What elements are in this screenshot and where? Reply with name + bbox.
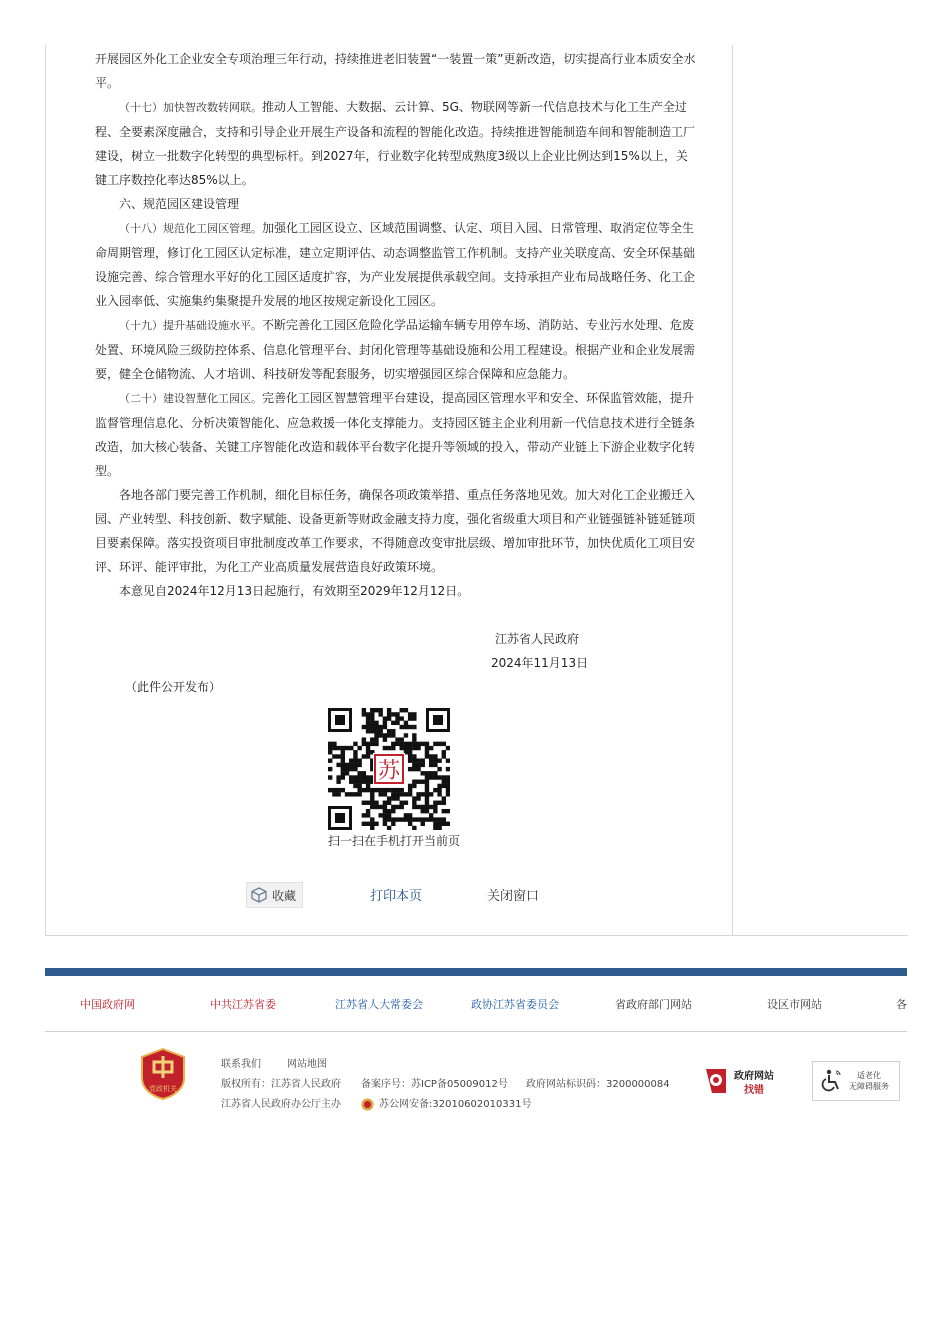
signature-org: 江苏省人民政府 (495, 632, 580, 646)
print-page-link[interactable]: 打印本页 (370, 889, 423, 904)
article-actions (0, 880, 950, 910)
article-paragraph: 本意见自2024年12月13日起施行，有效期至2029年12月12日。 (119, 584, 470, 598)
accessible-line1: 适老化 (857, 1071, 881, 1080)
footer-link-provincial-party[interactable]: 中共江苏省委 (210, 998, 276, 1011)
sitemap-link[interactable]: 网站地图 (287, 1059, 327, 1070)
sponsor-text: 江苏省人民政府办公厅主办 (221, 1099, 341, 1110)
police-badge-icon (361, 1098, 374, 1111)
publish-note: （此件公开发布） (125, 680, 222, 694)
footer-link-gov-cn[interactable]: 中国政府网 (80, 998, 135, 1011)
cube-icon (251, 887, 267, 903)
accessible-service-button[interactable] (812, 1061, 900, 1101)
qr-logo-icon: 苏 (377, 759, 401, 784)
article-paragraph (95, 95, 697, 192)
footer-top-bar (45, 968, 907, 976)
svg-text:党政机关: 党政机关 (149, 1085, 177, 1093)
sidebar-divider (732, 45, 733, 935)
article-paragraph: 开展园区外化工企业安全专项治理三年行动，持续推进老旧装置“一装置一策”更新改造，切实提高行业本质安全水平。 (95, 52, 696, 90)
footer-link-departments[interactable]: 省政府部门网站 (615, 998, 692, 1011)
site-id-text: 政府网站标识码：3200000084 (526, 1079, 670, 1090)
footer-link-cppcc[interactable]: 政协江苏省委员会 (471, 998, 559, 1011)
paragraph-lead: （十七）加快智改数转网联。 (119, 101, 262, 114)
police-record-link[interactable]: 苏公网安备:32010602010331号 (379, 1099, 532, 1110)
qr-code-block (328, 708, 468, 849)
qr-caption: 扫一扫在手机打开当前页 (328, 834, 461, 848)
signature-block (95, 627, 697, 675)
paragraph-lead: （十八）规范化工园区管理。 (119, 222, 262, 235)
contact-us-link[interactable]: 联系我们 (221, 1059, 261, 1070)
svg-text:政府网站: 政府网站 (734, 1071, 774, 1082)
section-heading: 六、规范园区建设管理 (119, 197, 240, 211)
qr-code-icon (328, 708, 450, 830)
favorite-button[interactable] (246, 882, 303, 908)
signature-date: 2024年11月13日 (491, 656, 589, 670)
paragraph-lead: （十九）提升基础设施水平。 (119, 319, 262, 332)
paragraph-lead: （二十）建设智慧化工园区。 (119, 392, 262, 405)
article-paragraph (95, 386, 697, 483)
close-window-link[interactable]: 关闭窗口 (487, 889, 540, 904)
footer-link-peoples-congress[interactable]: 江苏省人大常委会 (335, 998, 423, 1011)
paragraph-body: 推动人工智能、大数据、云计算、5G、物联网等新一代信息技术与化工生产全过程、全要素深度融合，支持和引导企业开展生产设备和流程的智能化改造。持续推进智能制造车间和智能制造工厂建设，树立一批数字化转型的典型标杆。到2027年，行业数字化转型成熟度3级以上企业比例达到15%以上，关键工序数控化率达85%以上。 (95, 100, 696, 187)
wheelchair-icon (821, 1069, 843, 1093)
paragraph-body: 不断完善化工园区危险化学品运输车辆专用停车场、消防站、专业污水处理、危废处置、环境风险三级防控体系、信息化管理平台、封闭化管理等基础设施和公用工程建设。根据产业和企业发展需要，健全仓储物流、人才培训、科技研发等配套服务，切实增强园区综合保障和应急能力。 (95, 318, 696, 381)
article-body (95, 47, 697, 699)
footer-links-row (45, 990, 907, 1018)
icp-link[interactable]: 备案序号：苏ICP备05009012号 (361, 1079, 508, 1090)
article-paragraph (95, 216, 697, 313)
magnifier-icon (704, 1063, 786, 1099)
accessible-line2: 无障碍服务 (849, 1082, 889, 1091)
gov-site-error-report[interactable] (704, 1063, 786, 1103)
paragraph-body: 完善化工园区智慧管理平台建设，提高园区管理水平和安全、环保监管效能，提升监督管理信息化、分析决策智能化、应急救援一体化支撑能力。支持园区链主企业利用新一代信息技术进行全链条改造，加大核心装备、关键工序智能化改造和载体平台数字化提升等领域的投入，带动产业链上下游企业数字化转型。 (95, 391, 696, 478)
svg-text:找错: 找错 (744, 1085, 764, 1096)
favorite-label: 收藏 (272, 888, 297, 903)
footer-link-more[interactable]: 各 (896, 998, 907, 1011)
paragraph-body: 加强化工园区设立、区域范围调整、认定、项目入园、日常管理、取消定位等全生命周期管理，修订化工园区认定标准，建立定期评估、动态调整监管工作机制。支持产业关联度高、安全环保基础设施完善、综合管理水平好的化工园区适度扩容，为产业发展提供承载空间。支持承担产业布局战略任务、化工企业入园率低、实施集约集聚提升发展的地区按规定新设化工园区。 (95, 221, 696, 308)
footer-divider (45, 1031, 907, 1032)
article-paragraph: 各地各部门要完善工作机制，细化目标任务，确保各项政策举措、重点任务落地见效。加大对化工企业搬迁入园、产业转型、科技创新、数字赋能、设备更新等财政金融支持力度，强化省级重大项目和产业链强链补链延链项目要素保障。落实投资项目审批制度改革工作要求，不得随意改变审批层级、增加审批环节，加快优质化工项目安评、环评、能评审批，为化工产业高质量发展营造良好政策环境。 (95, 488, 696, 574)
footer-link-cities[interactable]: 设区市网站 (767, 998, 822, 1011)
copyright-text: 版权所有：江苏省人民政府 (221, 1079, 341, 1090)
party-government-emblem-icon[interactable] (140, 1048, 186, 1100)
article-paragraph (95, 313, 697, 386)
